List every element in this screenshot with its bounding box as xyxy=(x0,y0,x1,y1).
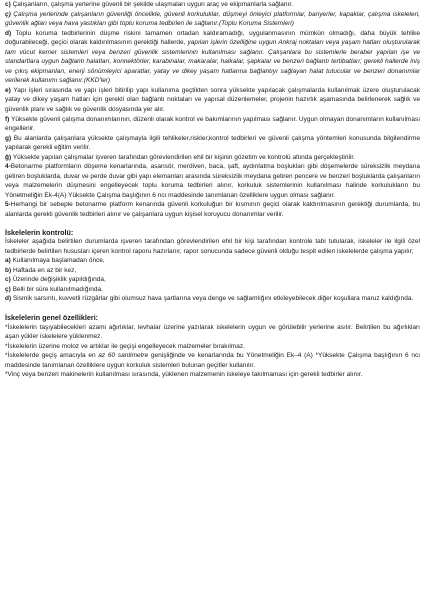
bullet-item xyxy=(5,370,420,380)
item-label: d) xyxy=(5,29,12,37)
paragraph-g xyxy=(5,134,420,153)
list-item xyxy=(5,256,420,266)
item-text: *İskelelerde geçiş amacıyla en xyxy=(5,352,99,360)
section-intro: İskeleler aşağıda belirtilen durumlarda işveren tarafından görevlendirilen ehil bir kişi tarafından kontrole tabi tutularak, iskeleler ile ilgili özel tedbirlerde belirtilen hususları içeren kontrol raporu hazırlanır, rapor sonucunda sadece güvenli olduğu tespit edilen iskelelerde çalışma yapılır; xyxy=(5,238,420,255)
paragraph-d xyxy=(5,29,420,86)
paragraph-5 xyxy=(5,200,420,219)
item-text: Çalışma yerlerinde çalışanların güvenliği öncelikle, güvenli korkuluklar, düşmeyi önleyici platformlar, bariyerler, kapaklar, çalışma iskeleleri, güvenlik ağları veya hava yastıkları gibi toplu koruma tedbirleri ile sağlanır.(Toplu Koruma Sistemleri) xyxy=(5,10,420,28)
item-label: b) xyxy=(5,266,12,274)
item-label: c) xyxy=(5,1,11,8)
item-text: Herhangi bir sebeple betonarme platform kenarında güvenli korkuluğun bir kısmının geçici olarak kaldırılmasının gerektiği durumlarda, bu alanlarda gerekli güvenlik tedbirleri alınır ve çalışanlara uygun kişisel koruyucu donanımlar verilir. xyxy=(5,201,420,219)
item-label: ç) xyxy=(5,285,11,293)
list-item xyxy=(5,294,420,304)
paragraph-f xyxy=(5,115,420,134)
bullet-item xyxy=(5,323,420,342)
list-item xyxy=(5,275,420,285)
item-label: f) xyxy=(5,115,10,123)
item-label: d) xyxy=(5,295,12,303)
item-label: 4- xyxy=(5,163,11,171)
paragraph-gg xyxy=(5,153,420,163)
item-label: g) xyxy=(5,134,12,142)
item-text: *İskelelerin üzerine moloz ve artıklar ile geçişi engelleyecek malzemeler bırakılmaz. xyxy=(5,342,245,350)
paragraph-4 xyxy=(5,162,420,200)
item-text: Sismik sarsıntı, kuvvetli rüzgârlar gibi olumsuz hava şartlarına veya denge ve sağlamlığını etkileyebilecek diğer koşullara maruz kaldığında. xyxy=(11,295,414,303)
item-text: Yüksekte güvenli çalışma donanımlarının, düzenli olarak kontrol ve bakımlarının yapılması sağlanır. Uygun olmayan donanımların kullanılması engellenir. xyxy=(5,115,420,133)
list-item xyxy=(5,285,420,295)
item-text: Haftada en az bir kez, xyxy=(11,266,77,274)
item-text: Bu alanlarda çalışanlara yüksekte çalışmayla ilgili tehlikeler,riskler,kontrol tedbirleri ve güvenli çalışma yöntemleri konusunda bilgilendirme yapılarak gerekli eğitim verilir. xyxy=(5,134,420,152)
paragraph-e xyxy=(5,86,420,115)
item-text: Toplu koruma tedbirlerinin düşme riskini tamamen ortadan kaldıramadığı, uygulanmasının mümkün olmadığı, daha büyük tehlike doğurabileceği, geçici olarak kaldırılmasının gerektiği hallerde, xyxy=(5,29,420,47)
paragraph-c xyxy=(5,0,420,10)
item-label: ğ) xyxy=(5,153,12,161)
bullet-item xyxy=(5,351,420,370)
bullet-item xyxy=(5,342,420,352)
paragraph-cc xyxy=(5,10,420,29)
item-text: Üzerinde değişiklik yapıldığında, xyxy=(10,276,106,284)
item-label: a) xyxy=(5,257,11,265)
item-text: *Vinç veya benzeri makinelerin kullanılması sırasında, yüklenen malzemenin iskeleye takılmaması için gerekli tedbirler alınır. xyxy=(5,371,363,379)
item-text: Betonarme platformların döşeme kenarlarında, asansör, merdiven, baca, şaft, aydınlatma boşlukları gibi döşemelerde süreksizlik meydana getiren boşluklarda, duvar ve perde duvar gibi yapı elemanları arasında süreksizlik meydana getiren pencere ve benzeri boşluklarda çalışanların veya malzemelerin düşmesini engelleyecek toplu koruma tedbirleri alınır, korkuluk sistemlerinin kullanılması halinde korkulukların bu Yönetmeliğin Ek-4(A) Yüksekte Çalışma başlığının 6 ncı maddesinde tanımlanan özelliklere uygun olması sağlanır. xyxy=(5,163,420,199)
item-label: c) xyxy=(5,276,11,284)
item-text: Çalışanların, çalışma yerlerine güvenli bir şekilde ulaşmaları uygun araç ve ekipmanlarla sağlanır. xyxy=(10,1,293,8)
item-text: Yapı işleri sırasında ve yapı işleri bitirilip yapı kullanıma geçtikten sonra yüksekte yapılacak çalışmalarda kullanılmak üzere oluşturulacak yatay ve dikey yaşam hatları için gerekli olan bağlantı noktaları ve yapısal düzenlemeler, projenin hazırlık aşamasında belirlenerek sağlık ve güvenlik planı ve sağlık ve güvenlik dosyasında yer alır. xyxy=(5,86,420,114)
item-text: *İskelelerin taşıyabilecekleri azami ağırlıklar, levhalar üzerine yazılarak iskelelerin uygun ve görülebilir yerlerine asılır. Belirtilen bu ağırlıkları aşan yükler iskelelere yüklenmez. xyxy=(5,323,420,341)
item-text: Belli bir süre kullanılmadığında, xyxy=(10,285,103,293)
item-text: Yüksekte yapılan çalışmalar işveren tarafından görevlendirilen ehil bir kişinin gözetim ve kontrolü altında gerçekleştirilir. xyxy=(11,153,355,161)
item-text-italic: az 60 santimetre xyxy=(98,352,149,360)
item-label: e) xyxy=(5,86,11,94)
item-text: Kullanılmaya başlamadan önce, xyxy=(10,257,105,265)
section-heading-general: İskelelerin genel özellikleri: xyxy=(5,312,99,322)
item-text-italic: yapılan işlerin özelliğine uygun Ankraj noktaları veya yaşam hatları oluşturularak tam vücut kemer sistemleri veya benzeri güvenlik sistemlerinin kullanılması sağlanır. Çalışanlara bu sistemlerle beraber yapılan işe ve standartlara uygun bağlantı halatları, konnektörler, karabinalar, makaralar, halkalar, şapkalar ve benzeri bağlantı tertibatları; gerekli hallerde iniş ve çıkış ekipmanları, enerji sönümleyici aparatlar, yatay ve dikey yaşam hatlarına bağlantıyı sağlayan halat tutucular ve benzeri donanımlar verilerek kullanımı sağlanır.(KKD'ler) xyxy=(5,39,420,85)
item-text: genişliğinde ve kenarlarında bu Yönetmeliğin Ek–4 (A) *Yüksekte Çalışma başlığının 6 ncı maddesinde tanımlanan özelliklere uygun korkuluk sistemleri bulunan geçitler kullanılır. xyxy=(5,352,421,369)
list-item xyxy=(5,266,420,276)
item-label: 5- xyxy=(5,201,11,209)
item-label: ç) xyxy=(5,10,11,18)
section-heading-inspection: İskelelerin kontrolü: xyxy=(5,227,74,237)
